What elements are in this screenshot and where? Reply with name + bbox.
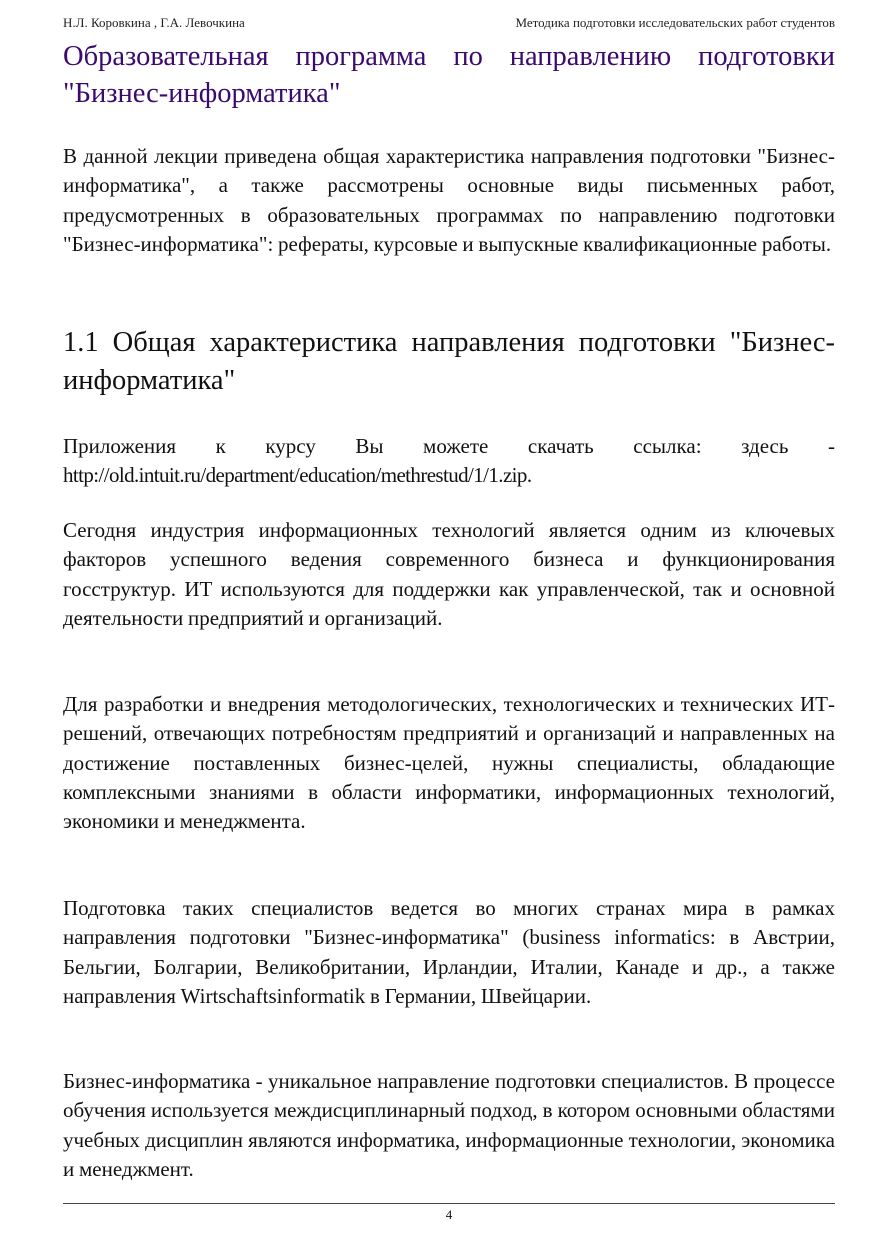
intro-paragraph: В данной лекции приведена общая характеристика направления подготовки "Бизнес-информатика", а также рассмотрены основные виды письменных работ, предусмотренных в образовательных программах по направлению подготовки "Бизнес-информатика": рефераты, курсовые и выпускные квалификационные работы. [63, 144, 835, 256]
header-course-title: Методика подготовки исследовательских работ студентов [515, 15, 835, 30]
section-heading: 1.1 Общая характеристика направления подготовки "Бизнес-информатика" [63, 327, 835, 396]
download-text: Приложения к курсу Вы можете скачать ссылка: здесь - [63, 434, 835, 458]
paragraph-unique-direction: Бизнес-информатика - уникальное направление подготовки специалистов. В процессе обучения используется междисциплинарный подход, в котором основными областями учебных дисциплин являются информатика, информационные технологии, экономика и менеджмент. [63, 1069, 835, 1181]
header-authors: Н.Л. Коровкина , Г.А. Левочкина [63, 15, 245, 30]
footer-divider [63, 1203, 835, 1204]
page-number: 4 [445, 1207, 453, 1222]
document-page [63, 0, 835, 1241]
download-paragraph [63, 432, 835, 491]
paragraph-training-abroad: Подготовка таких специалистов ведется во многих странах мира в рамках направления подготовки "Бизнес-информатика" (business informatics: в Австрии, Бельгии, Болгарии, Великобритании, Ирландии, Италии, Канаде и др., а также направления Wirtschaftsinformatik в Германии, Швейцарии. [63, 896, 835, 1008]
lecture-title: Образовательная программа по направлению подготовки "Бизнес-информатика" [63, 41, 835, 109]
paragraph-specialists-needed: Для разработки и внедрения методологических, технологических и технических ИТ-решений, отвечающих потребностям предприятий и организаций и направленных на достижение поставленных бизнес-целей, нужны специалисты, обладающие комплексными знаниями в области информатики, информационных технологий, экономики и менеджмента. [63, 692, 835, 834]
download-link[interactable]: http://old.intuit.ru/department/education/methrestud/1/1.zip. [63, 463, 532, 488]
running-header [63, 15, 835, 31]
paragraph-it-industry: Сегодня индустрия информационных технологий является одним из ключевых факторов успешного ведения современного бизнеса и функционирования госструктур. ИТ используются для поддержки как управленческой, так и основной деятельности предприятий и организаций. [63, 518, 835, 630]
